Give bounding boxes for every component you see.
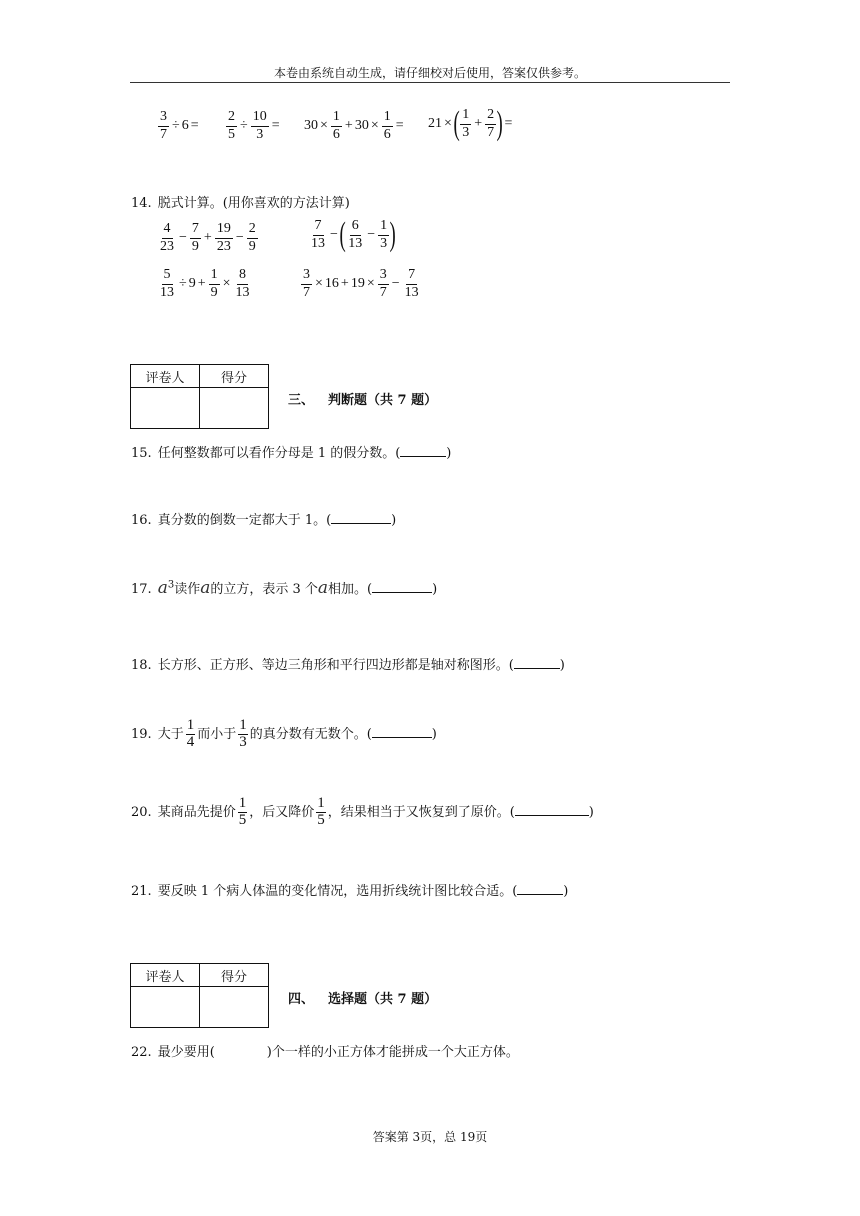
numerator: 1 — [317, 795, 325, 811]
denominator: 7 — [487, 124, 495, 140]
question-text: ，后又降价 — [249, 804, 315, 820]
numerator: 19 — [215, 222, 233, 239]
score-table — [130, 364, 269, 429]
denominator: 7 — [160, 126, 167, 142]
operand: 30 — [304, 118, 318, 134]
equals: = — [395, 118, 404, 134]
answer-blank[interactable] — [400, 456, 446, 457]
denominator: 13 — [235, 284, 250, 300]
numerator: 3 — [378, 268, 389, 285]
numerator: 2 — [247, 222, 258, 239]
variable-a: a — [157, 578, 168, 598]
question-text: 的真分数有无数个。( — [249, 726, 372, 742]
section-3-title — [288, 389, 437, 408]
section-4-title — [288, 988, 437, 1007]
denominator: 6 — [383, 126, 391, 142]
denominator: 9 — [191, 238, 199, 254]
page-header: 本卷由系统自动生成，请仔细校对后使用，答案仅供参考。 — [273, 66, 586, 80]
question-text: 的立方，表示 3 个 — [210, 582, 318, 597]
q16 — [131, 509, 396, 528]
denominator: 7 — [303, 284, 310, 300]
q18 — [131, 654, 565, 673]
paren-close: ) — [563, 884, 569, 899]
equals: = — [190, 118, 199, 134]
q13-expr-2 — [225, 110, 282, 142]
numerator: 2 — [485, 108, 496, 125]
denominator: 3 — [256, 126, 264, 142]
question-text: 相加。( — [328, 582, 373, 597]
denominator: 3 — [380, 235, 388, 251]
denominator: 23 — [160, 238, 174, 254]
numerator: 8 — [237, 268, 248, 285]
section-title: 选择题（共 7 题） — [328, 992, 438, 1007]
numerator: 5 — [162, 268, 173, 285]
q19 — [131, 718, 437, 751]
question-text: 读作 — [174, 582, 201, 597]
numerator: 7 — [190, 222, 201, 239]
denominator: 9 — [210, 284, 218, 300]
paren-close: ) — [391, 513, 397, 528]
operator: ÷ — [179, 276, 187, 292]
paren-close: ) — [446, 446, 452, 461]
operator: + — [197, 276, 206, 292]
left-paren: ( — [339, 216, 346, 254]
numerator: 1 — [378, 219, 389, 236]
operand: 6 — [181, 118, 189, 134]
operator: − — [330, 227, 338, 243]
denominator: 13 — [160, 284, 174, 300]
answer-blank[interactable] — [331, 523, 391, 524]
denominator: 3 — [239, 733, 247, 750]
numerator: 10 — [251, 110, 269, 127]
denominator: 7 — [379, 284, 387, 300]
question-number: 20. — [131, 804, 152, 820]
numerator: 1 — [209, 268, 220, 285]
section-number: 三、 — [288, 393, 315, 408]
exponent: 3 — [167, 579, 175, 591]
operator: × — [320, 118, 328, 134]
question-number: 18. — [131, 658, 152, 673]
operator: ÷ — [172, 118, 180, 134]
numerator: 1 — [238, 795, 247, 811]
operator: + — [340, 276, 349, 292]
numerator: 4 — [162, 222, 173, 239]
denominator: 13 — [348, 235, 363, 251]
answer-blank[interactable] — [515, 815, 589, 816]
answer-blank[interactable] — [517, 894, 563, 895]
q15 — [131, 442, 451, 461]
operator: × — [370, 118, 379, 134]
answer-blank[interactable] — [514, 668, 560, 669]
operator: − — [367, 227, 376, 243]
operand: 21 — [428, 116, 442, 132]
operand: 30 — [354, 118, 369, 134]
equals: = — [271, 118, 280, 134]
operator: + — [344, 118, 353, 134]
score-header: 得分 — [200, 964, 269, 987]
question-number: 19. — [131, 726, 152, 742]
q20 — [131, 796, 594, 829]
question-text: 而小于 — [197, 726, 237, 742]
score-header: 得分 — [200, 365, 269, 388]
answer-blank[interactable] — [372, 737, 432, 738]
reviewer-header: 评卷人 — [131, 365, 200, 388]
paren-close: ) — [431, 726, 437, 742]
operator: + — [474, 116, 483, 132]
right-paren: ) — [496, 105, 503, 143]
operand: 19 — [350, 276, 365, 292]
numerator: 1 — [382, 110, 393, 127]
question-number: 22. — [131, 1045, 152, 1060]
operator: × — [315, 276, 323, 292]
denominator: 9 — [248, 238, 256, 254]
operator: − — [391, 276, 400, 292]
numerator: 3 — [301, 268, 312, 285]
left-paren: ( — [453, 105, 460, 143]
operand: 16 — [324, 276, 339, 292]
question-text: 真分数的倒数一定都大于 1。( — [157, 513, 332, 528]
operator: − — [179, 230, 187, 246]
score-cell — [200, 987, 269, 1028]
question-text: 最少要用( — [157, 1045, 215, 1060]
question-number: 21. — [131, 884, 152, 899]
q14-expr-1 — [157, 222, 259, 254]
page-footer: 答案第 3页，总 19页 — [372, 1130, 488, 1144]
numerator: 2 — [226, 110, 237, 127]
numerator: 1 — [239, 717, 247, 733]
paren-close: ) — [588, 804, 594, 820]
right-paren: ) — [389, 216, 396, 254]
reviewer-cell — [131, 987, 200, 1028]
operator: − — [235, 230, 244, 246]
q14-expr-2 — [308, 216, 396, 254]
denominator: 5 — [238, 811, 247, 828]
operator: × — [444, 116, 452, 132]
operator: × — [366, 276, 375, 292]
question-text: 任何整数都可以看作分母是 1 的假分数。( — [157, 446, 401, 461]
q13-expr-3 — [304, 110, 406, 142]
q13-expr-1 — [157, 110, 201, 142]
score-box-section-3 — [130, 364, 269, 429]
operator: ÷ — [240, 118, 248, 134]
score-box-section-4 — [130, 963, 269, 1028]
question-text: )个一样的小正方体才能拼成一个大正方体。 — [266, 1045, 519, 1060]
section-title: 判断题（共 7 题） — [328, 393, 438, 408]
q14-expr-3 — [157, 268, 253, 300]
denominator: 4 — [186, 733, 195, 750]
variable-a: a — [200, 578, 211, 598]
numerator: 3 — [158, 110, 169, 127]
denominator: 5 — [317, 811, 325, 828]
numerator: 7 — [406, 268, 417, 285]
question-number: 14. — [131, 196, 152, 211]
question-text: 脱式计算。(用你喜欢的方法计算) — [157, 196, 350, 211]
denominator: 3 — [462, 124, 470, 140]
header-rule — [130, 82, 730, 83]
question-text: ，结果相当于又恢复到了原价。( — [327, 804, 515, 820]
question-text: 要反映 1 个病人体温的变化情况，选用折线统计图比较合适。( — [157, 884, 518, 899]
denominator: 5 — [228, 126, 235, 142]
question-number: 15. — [131, 446, 152, 461]
question-text: 长方形、正方形、等边三角形和平行四边形都是轴对称图形。( — [157, 658, 514, 673]
operator: + — [203, 230, 212, 246]
score-cell — [200, 388, 269, 429]
q22 — [131, 1041, 519, 1060]
paren-close: ) — [559, 658, 565, 673]
denominator: 13 — [311, 235, 325, 251]
operator: × — [222, 276, 231, 292]
numerator: 1 — [460, 108, 471, 125]
q14-expr-4 — [300, 268, 422, 300]
denominator: 13 — [404, 284, 419, 300]
q21 — [131, 880, 568, 899]
q13-expr-4 — [428, 105, 514, 143]
answer-blank[interactable] — [372, 592, 432, 593]
denominator: 6 — [332, 126, 340, 142]
reviewer-header: 评卷人 — [131, 964, 200, 987]
section-number: 四、 — [288, 992, 315, 1007]
question-text: 某商品先提价 — [157, 804, 236, 820]
numerator: 1 — [331, 110, 342, 127]
score-table — [130, 963, 269, 1028]
q17 — [131, 578, 437, 598]
numerator: 7 — [313, 219, 324, 236]
question-number: 16. — [131, 513, 152, 528]
reviewer-cell — [131, 388, 200, 429]
equals: = — [504, 116, 513, 132]
q14-prompt — [131, 192, 350, 211]
question-text: 大于 — [157, 726, 184, 742]
numerator: 1 — [186, 717, 195, 733]
variable-a: a — [317, 578, 329, 598]
paren-close: ) — [432, 582, 438, 597]
denominator: 23 — [216, 238, 231, 254]
numerator: 6 — [350, 219, 361, 236]
question-number: 17. — [131, 582, 152, 597]
operand: 9 — [188, 276, 196, 292]
